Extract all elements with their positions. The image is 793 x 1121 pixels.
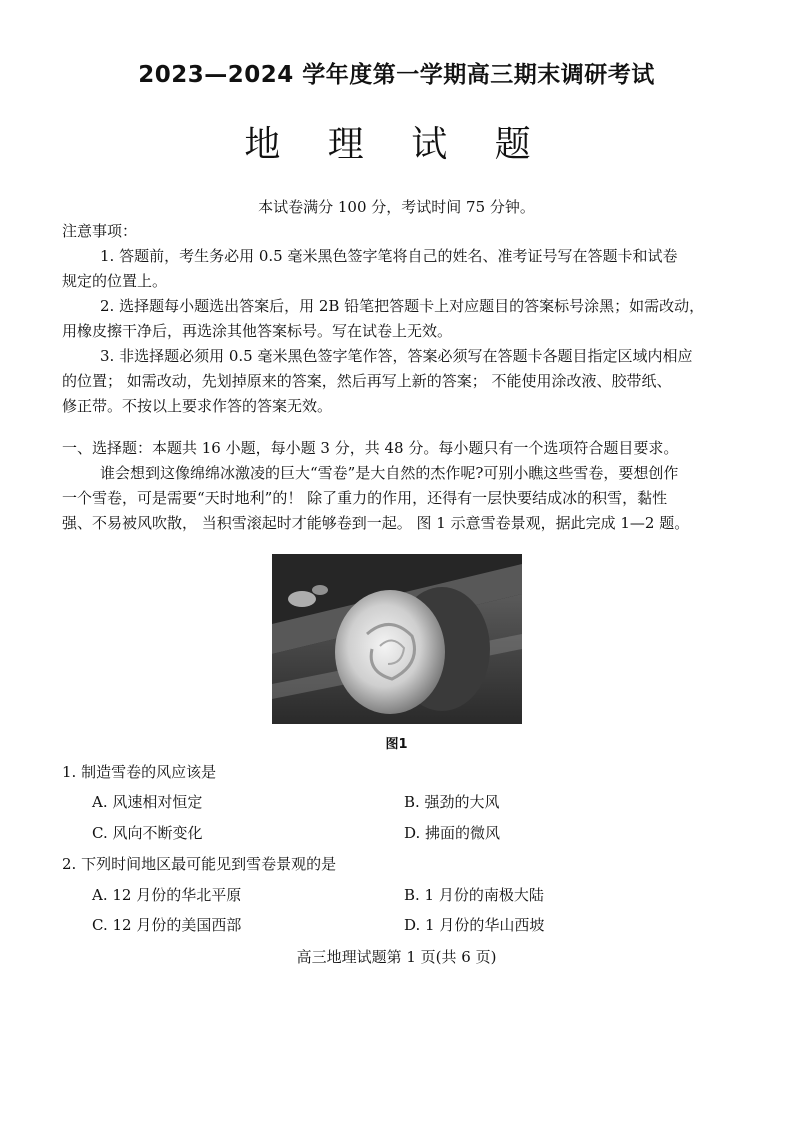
notice-item-2-line-1: 2. 选择题每小题选出答案后，用 2B 铅笔把答题卡上对应题目的答案标号涂黑；如需改动， bbox=[100, 297, 705, 315]
question-1-option-d: D. 拂面的微风 bbox=[404, 824, 501, 842]
question-1-option-b: B. 强劲的大风 bbox=[404, 793, 500, 811]
subject-title: 地 理 试 题 bbox=[244, 124, 549, 165]
snow-roller-photo bbox=[272, 554, 522, 724]
section-heading: 一、选择题：本题共 16 小题，每小题 3 分，共 48 分。每小题只有一个选项符合题目要求。 bbox=[62, 439, 679, 457]
exam-info: 本试卷满分 100 分，考试时间 75 分钟。 bbox=[258, 198, 535, 216]
passage-line-2: 一个雪卷，可是需要“天时地利”的！ 除了重力的作用，还得有一层快要结成冰的积雪，黏性 bbox=[62, 489, 668, 507]
notice-item-3-line-1: 3. 非选择题必须用 0.5 毫米黑色签字笔作答，答案必须写在答题卡各题目指定区域内相应 bbox=[100, 347, 693, 365]
question-2-stem: 2. 下列时间地区最可能见到雪卷景观的是 bbox=[62, 855, 337, 873]
notice-item-2-line-2: 用橡皮擦干净后，再选涂其他答案标号。写在试卷上无效。 bbox=[62, 322, 453, 340]
question-1-stem: 1. 制造雪卷的风应该是 bbox=[62, 763, 217, 781]
exam-title: 2023—2024 学年度第一学期高三期末调研考试 bbox=[138, 62, 655, 88]
question-2-option-b: B. 1 月份的南极大陆 bbox=[404, 886, 544, 904]
figure-caption: 图1 bbox=[385, 737, 408, 752]
snow-roller-illustration bbox=[272, 554, 522, 724]
question-1-option-a: A. 风速相对恒定 bbox=[92, 793, 203, 811]
notice-heading: 注意事项： bbox=[62, 222, 138, 240]
question-2-option-c: C. 12 月份的美国西部 bbox=[92, 916, 242, 934]
passage-line-1: 谁会想到这像绵绵冰激凌的巨大“雪卷”是大自然的杰作呢?可别小瞧这些雪卷，要想创作 bbox=[100, 464, 679, 482]
notice-item-1-line-1: 1. 答题前，考生务必用 0.5 毫米黑色签字笔将自己的姓名、准考证号写在答题卡和试卷 bbox=[100, 247, 678, 265]
question-2-option-a: A. 12 月份的华北平原 bbox=[92, 886, 242, 904]
page-footer: 高三地理试题第 1 页(共 6 页) bbox=[296, 948, 497, 966]
notice-item-3-line-2: 的位置； 如需改动，先划掉原来的答案，然后再写上新的答案； 不能使用涂改液、胶带纸、 bbox=[62, 372, 672, 390]
notice-item-3-line-3: 修正带。不按以上要求作答的答案无效。 bbox=[62, 397, 333, 415]
passage-line-3: 强、不易被风吹散， 当积雪滚起时才能够卷到一起。 图 1 示意雪卷景观，据此完成 1—2 题。 bbox=[62, 514, 690, 532]
notice-item-1-line-2: 规定的位置上。 bbox=[62, 272, 168, 290]
question-1-option-c: C. 风向不断变化 bbox=[92, 824, 203, 842]
question-2-option-d: D. 1 月份的华山西坡 bbox=[404, 916, 545, 934]
